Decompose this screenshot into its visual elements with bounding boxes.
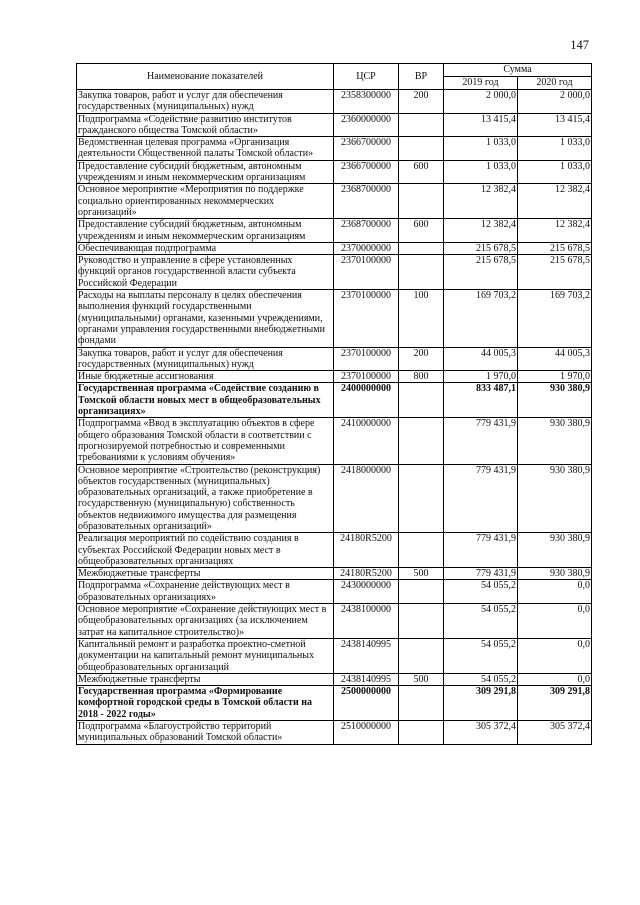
row-vr-cell: 500: [399, 568, 444, 580]
row-csr-cell: 2366700000: [334, 160, 399, 184]
row-2019-cell: 2 000,0: [444, 90, 518, 114]
row-2019-cell: 1 033,0: [444, 160, 518, 184]
row-name-cell: Подпрограмма «Сохранение действующих мест в образовательных организациях»: [77, 580, 334, 604]
budget-table: [76, 63, 592, 745]
row-2020-cell: 309 291,8: [518, 686, 592, 721]
row-csr-cell: 2510000000: [334, 721, 399, 745]
row-2020-cell: 930 380,9: [518, 464, 592, 533]
table-row: [77, 242, 592, 254]
table-row: [77, 464, 592, 533]
row-vr-cell: [399, 113, 444, 137]
table-row: [77, 721, 592, 745]
row-csr-cell: 2368700000: [334, 184, 399, 219]
row-name-cell: Иные бюджетные ассигнования: [77, 371, 334, 383]
row-2020-cell: 12 382,4: [518, 184, 592, 219]
row-vr-cell: [399, 604, 444, 639]
row-vr-cell: 800: [399, 371, 444, 383]
row-2019-cell: 169 703,2: [444, 290, 518, 347]
row-name-cell: Основное мероприятие «Сохранение действующих мест в общеобразовательных организациях (за исключением затрат на капитальное строительство)»: [77, 604, 334, 639]
row-2020-cell: 169 703,2: [518, 290, 592, 347]
header-year-2019: 2019 год: [444, 77, 518, 90]
row-name-cell: Основное мероприятие «Мероприятия по поддержке социально ориентированных некоммерческих организаций»: [77, 184, 334, 219]
table-row: [77, 533, 592, 568]
table-row: [77, 568, 592, 580]
row-2019-cell: 54 055,2: [444, 580, 518, 604]
table-row: [77, 383, 592, 418]
row-csr-cell: 24180R5200: [334, 533, 399, 568]
row-name-cell: Подпрограмма «Благоустройство территорий муниципальных образований Томской области»: [77, 721, 334, 745]
table-row: [77, 160, 592, 184]
row-2020-cell: 930 380,9: [518, 533, 592, 568]
row-2020-cell: 44 005,3: [518, 347, 592, 371]
row-vr-cell: [399, 580, 444, 604]
row-name-cell: Ведомственная целевая программа «Организация деятельности Общественной палаты Томской области»: [77, 137, 334, 161]
row-2019-cell: 833 487,1: [444, 383, 518, 418]
row-2019-cell: 779 431,9: [444, 568, 518, 580]
row-2020-cell: 0,0: [518, 673, 592, 685]
row-2019-cell: 309 291,8: [444, 686, 518, 721]
row-2019-cell: 1 970,0: [444, 371, 518, 383]
row-csr-cell: 2418000000: [334, 464, 399, 533]
row-2019-cell: 215 678,5: [444, 255, 518, 290]
row-csr-cell: 2360000000: [334, 113, 399, 137]
row-vr-cell: [399, 721, 444, 745]
row-name-cell: Государственная программа «Содействие созданию в Томской области новых мест в общеобразовательных организациях»: [77, 383, 334, 418]
row-2020-cell: 215 678,5: [518, 242, 592, 254]
row-name-cell: Государственная программа «Формирование комфортной городской среды в Томской области на 2018 - 2022 годы»: [77, 686, 334, 721]
row-csr-cell: 2370100000: [334, 290, 399, 347]
header-vr: ВР: [399, 64, 444, 90]
row-csr-cell: 2430000000: [334, 580, 399, 604]
row-2019-cell: 779 431,9: [444, 418, 518, 464]
row-csr-cell: 2438140995: [334, 673, 399, 685]
row-2020-cell: 0,0: [518, 580, 592, 604]
row-2019-cell: 54 055,2: [444, 638, 518, 673]
row-name-cell: Подпрограмма «Ввод в эксплуатацию объектов в сфере общего образования Томской области в соответствии с прогнозируемой потребностью и современными требованиями к условиям обучения»: [77, 418, 334, 464]
row-2020-cell: 1 033,0: [518, 160, 592, 184]
row-name-cell: Межбюджетные трансферты: [77, 568, 334, 580]
row-vr-cell: 600: [399, 160, 444, 184]
row-csr-cell: 2358300000: [334, 90, 399, 114]
row-name-cell: Закупка товаров, работ и услуг для обеспечения государственных (муниципальных) нужд: [77, 90, 334, 114]
row-csr-cell: 2438100000: [334, 604, 399, 639]
row-csr-cell: 2370100000: [334, 347, 399, 371]
row-2020-cell: 305 372,4: [518, 721, 592, 745]
row-2019-cell: 215 678,5: [444, 242, 518, 254]
row-name-cell: Межбюджетные трансферты: [77, 673, 334, 685]
row-vr-cell: [399, 638, 444, 673]
row-csr-cell: 2370000000: [334, 242, 399, 254]
row-csr-cell: 2400000000: [334, 383, 399, 418]
table-row: [77, 418, 592, 464]
row-2019-cell: 54 055,2: [444, 604, 518, 639]
table-row: [77, 604, 592, 639]
row-csr-cell: 2370100000: [334, 371, 399, 383]
header-year-2020: 2020 год: [518, 77, 592, 90]
table-body: [77, 90, 592, 745]
table-row: [77, 673, 592, 685]
row-csr-cell: 24180R5200: [334, 568, 399, 580]
header-sum: Сумма: [444, 64, 592, 77]
row-vr-cell: 500: [399, 673, 444, 685]
row-vr-cell: 200: [399, 347, 444, 371]
row-name-cell: Предоставление субсидий бюджетным, автономным учреждениям и иным некоммерческим организациям: [77, 219, 334, 243]
table-row: [77, 255, 592, 290]
row-vr-cell: [399, 255, 444, 290]
table-row: [77, 347, 592, 371]
row-csr-cell: 2366700000: [334, 137, 399, 161]
row-2019-cell: 12 382,4: [444, 219, 518, 243]
header-csr: ЦСР: [334, 64, 399, 90]
table-row: [77, 638, 592, 673]
row-2020-cell: 1 033,0: [518, 137, 592, 161]
table-row: [77, 580, 592, 604]
table-row: [77, 137, 592, 161]
row-2019-cell: 1 033,0: [444, 137, 518, 161]
row-vr-cell: [399, 533, 444, 568]
row-name-cell: Руководство и управление в сфере установленных функций органов государственной власти субъекта Российской Федерации: [77, 255, 334, 290]
row-2019-cell: 54 055,2: [444, 673, 518, 685]
row-name-cell: Подпрограмма «Содействие развитию институтов гражданского общества Томской области»: [77, 113, 334, 137]
row-name-cell: Реализация мероприятий по содействию создания в субъектах Российской Федерации новых мест в общеобразовательных организациях: [77, 533, 334, 568]
row-2020-cell: 930 380,9: [518, 383, 592, 418]
row-2020-cell: 215 678,5: [518, 255, 592, 290]
table-row: [77, 686, 592, 721]
row-name-cell: Обеспечивающая подпрограмма: [77, 242, 334, 254]
table-row: [77, 290, 592, 347]
row-2019-cell: 779 431,9: [444, 533, 518, 568]
row-2019-cell: 305 372,4: [444, 721, 518, 745]
row-2020-cell: 12 382,4: [518, 219, 592, 243]
row-vr-cell: [399, 686, 444, 721]
row-csr-cell: 2438140995: [334, 638, 399, 673]
table-row: [77, 371, 592, 383]
row-2019-cell: 13 415,4: [444, 113, 518, 137]
table-row: [77, 90, 592, 114]
row-vr-cell: [399, 137, 444, 161]
row-name-cell: Расходы на выплаты персоналу в целях обеспечения выполнения функций государственными (муниципальными) органами, казенными учреждениями, органами управления государственными внебюджетными фондами: [77, 290, 334, 347]
row-2020-cell: 2 000,0: [518, 90, 592, 114]
row-name-cell: Капитальный ремонт и разработка проектно-сметной документации на капитальный ремонт муниципальных общеобразовательных организаций: [77, 638, 334, 673]
row-vr-cell: 600: [399, 219, 444, 243]
row-2020-cell: 0,0: [518, 638, 592, 673]
row-name-cell: Основное мероприятие «Строительство (реконструкция) объектов государственных (муниципальных) образовательных организаций, а также приобретение в государственную (муниципальную) собственность объектов недвижимого имущества для размещения образовательных организаций»: [77, 464, 334, 533]
row-vr-cell: 200: [399, 90, 444, 114]
row-2020-cell: 0,0: [518, 604, 592, 639]
row-2020-cell: 13 415,4: [518, 113, 592, 137]
row-2020-cell: 1 970,0: [518, 371, 592, 383]
table-row: [77, 219, 592, 243]
page-number: 147: [570, 38, 589, 52]
header-name: Наименование показателей: [77, 64, 334, 90]
table-row: [77, 113, 592, 137]
row-2019-cell: 44 005,3: [444, 347, 518, 371]
row-vr-cell: [399, 418, 444, 464]
row-csr-cell: 2368700000: [334, 219, 399, 243]
row-vr-cell: [399, 242, 444, 254]
row-vr-cell: [399, 464, 444, 533]
row-csr-cell: 2370100000: [334, 255, 399, 290]
row-2019-cell: 12 382,4: [444, 184, 518, 219]
row-2019-cell: 779 431,9: [444, 464, 518, 533]
row-csr-cell: 2410000000: [334, 418, 399, 464]
row-vr-cell: [399, 184, 444, 219]
row-name-cell: Предоставление субсидий бюджетным, автономным учреждениям и иным некоммерческим организациям: [77, 160, 334, 184]
row-csr-cell: 2500000000: [334, 686, 399, 721]
row-name-cell: Закупка товаров, работ и услуг для обеспечения государственных (муниципальных) нужд: [77, 347, 334, 371]
row-vr-cell: 100: [399, 290, 444, 347]
table-row: [77, 184, 592, 219]
row-vr-cell: [399, 383, 444, 418]
row-2020-cell: 930 380,9: [518, 418, 592, 464]
row-2020-cell: 930 380,9: [518, 568, 592, 580]
